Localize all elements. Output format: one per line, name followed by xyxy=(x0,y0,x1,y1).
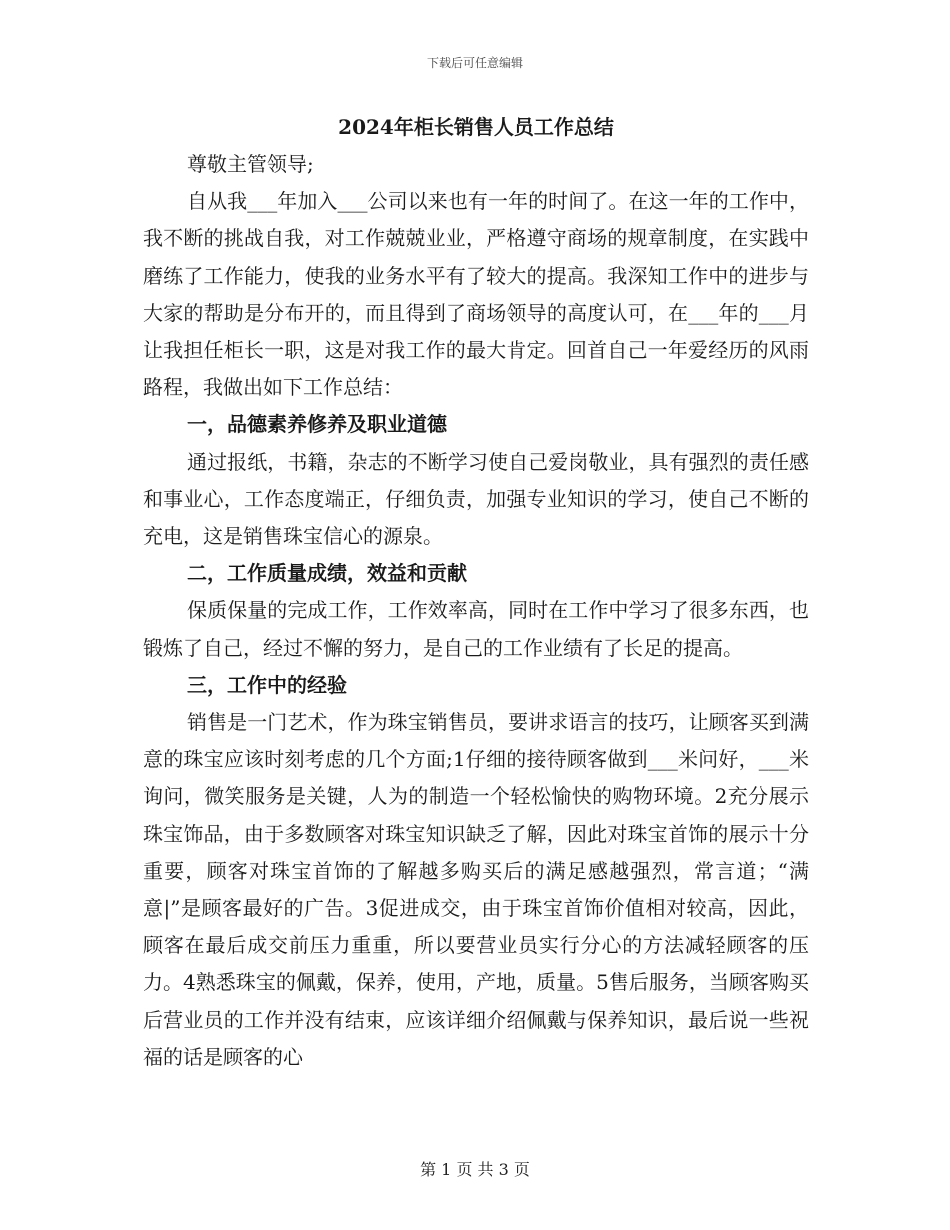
document-title: 2024年柜长销售人员工作总结 xyxy=(338,115,614,139)
intro-paragraph: 自从我___年加入___公司以来也有一年的时间了。在这一年的工作中，我不断的挑战自我，对工作兢兢业业，严格遵守商场的规章制度，在实践中磨练了工作能力，使我的业务水平有了较大的提高。我深知工作中的进步与大家的帮助是分布开的，而且得到了商场领导的高度认可，在___年的___月让我担任柜长一职，这是对我工作的最大肯定。回首自己一年爱经历的风雨路程，我做出如下工作总结： xyxy=(143,189,809,400)
document-body xyxy=(143,110,809,1076)
section-heading-2: 二，工作质量成绩，效益和贡献 xyxy=(187,561,467,586)
page-footer: 第 1 页 共 3 页 xyxy=(420,1160,530,1179)
section-heading-1: 一，品德素养修养及职业道德 xyxy=(187,412,447,437)
section-body-1: 通过报纸，书籍，杂志的不断学习使自己爱岗敬业，具有强烈的责任感和事业心，工作态度端正，仔细负责，加强专业知识的学习，使自己不断的充电，这是销售珠宝信心的源泉。 xyxy=(143,449,809,549)
section-body-2: 保质保量的完成工作，工作效率高，同时在工作中学习了很多东西，也锻炼了自己，经过不懈的努力，是自己的工作业绩有了长足的提高。 xyxy=(143,598,809,660)
section-body-3: 销售是一门艺术，作为珠宝销售员，要讲求语言的技巧，让顾客买到满意的珠宝应该时刻考虑的几个方面;1仔细的接待顾客做到___米问好，___米询问，微笑服务是关键，人为的制造一个轻松愉快的购物环境。2充分展示珠宝饰品，由于多数顾客对珠宝知识缺乏了解，因此对珠宝首饰的展示十分重要，顾客对珠宝首饰的了解越多购买后的满足感越强烈，常言道；“满意|”是顾客最好的广告。3促进成交，由于珠宝首饰价值相对较高，因此，顾客在最后成交前压力重重，所以要营业员实行分心的方法减轻顾客的压力。4熟悉珠宝的佩戴，保养，使用，产地，质量。5售后服务，当顾客购买后营业员的工作并没有结束，应该详细介绍佩戴与保养知识，最后说一些祝福的话是顾客的心 xyxy=(143,710,809,1069)
section-heading-3: 三，工作中的经验 xyxy=(187,672,347,697)
salutation: 尊敬主管领导; xyxy=(187,152,314,176)
header-note: 下载后可任意编辑 xyxy=(426,56,523,70)
